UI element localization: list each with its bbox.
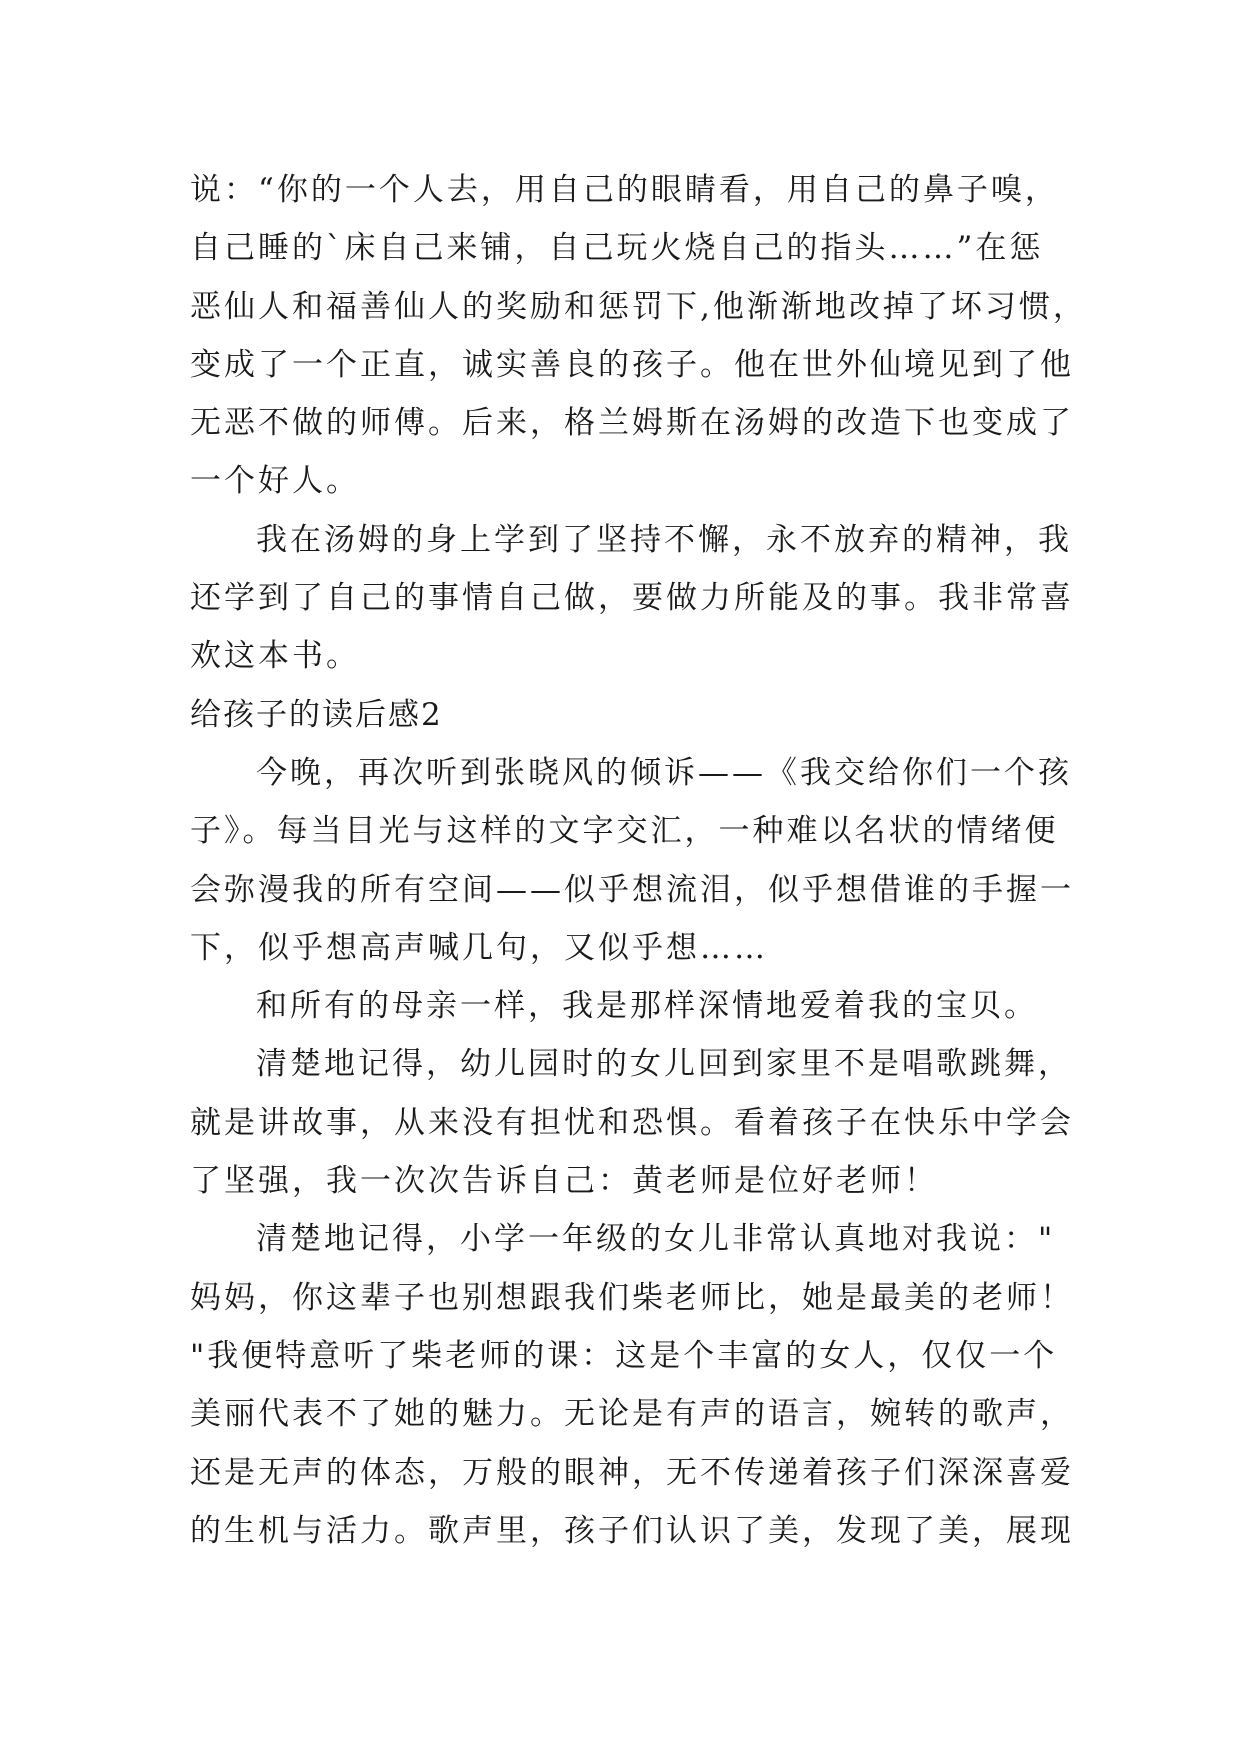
paragraph-line: 下，似乎想高声喊几句，又似乎想…… <box>190 929 768 966</box>
paragraph-line: 恶仙人和福善仙人的奖励和惩罚下,他渐渐地改掉了坏习惯， <box>190 288 1087 325</box>
paragraph-line: 变成了一个正直，诚实善良的孩子。他在世外仙境见到了他 <box>190 346 1074 383</box>
paragraph-line: 的生机与活力。歌声里，孩子们认识了美，发现了美，展现 <box>190 1512 1074 1549</box>
paragraph-line: 自己睡的`床自己来铺，自己玩火烧自己的指头……”在惩 <box>190 230 1044 267</box>
paragraph-line: 还是无声的体态，万般的眼神，无不传递着孩子们深深喜爱 <box>190 1454 1074 1491</box>
paragraph-3 <box>190 744 1090 977</box>
section-heading: 给孩子的读后感2 <box>190 696 443 733</box>
paragraph-line: 和所有的母亲一样，我是那样深情地爱着我的宝贝。 <box>256 988 1038 1025</box>
paragraph-line: 今晚，再次听到张晓风的倾诉——《我交给你们一个孩 <box>256 754 1072 791</box>
paragraph-line: 会弥漫我的所有空间——似乎想流泪，似乎想借谁的手握一 <box>190 871 1074 908</box>
paragraph-line: 说：“你的一个人去，用自己的眼睛看，用自己的鼻子嗅， <box>190 172 1059 208</box>
paragraph-4 <box>190 977 1090 1035</box>
paragraph-line: 了坚强，我一次次告诉自己：黄老师是位好老师！ <box>190 1163 938 1200</box>
paragraph-5 <box>190 1035 1090 1210</box>
paragraph-line: 我在汤姆的身上学到了坚持不懈，永不放弃的精神，我 <box>256 521 1072 558</box>
document-body <box>190 161 1090 1560</box>
paragraph-line: 清楚地记得，小学一年级的女儿非常认真地对我说：" <box>256 1221 1056 1258</box>
paragraph-1 <box>190 161 1090 511</box>
paragraph-line: "我便特意听了柴老师的课：这是个丰富的女人，仅仅一个 <box>190 1337 1058 1374</box>
paragraph-line: 就是讲故事，从来没有担忧和恐惧。看着孩子在快乐中学会 <box>190 1104 1074 1141</box>
paragraph-line: 子》。每当目光与这样的文字交汇，一种难以名状的情绪便 <box>190 813 1059 850</box>
paragraph-6 <box>190 1210 1090 1560</box>
paragraph-line: 妈妈，你这辈子也别想跟我们柴老师比，她是最美的老师！ <box>190 1279 1074 1316</box>
paragraph-line: 一个好人。 <box>190 463 360 500</box>
paragraph-2 <box>190 511 1090 686</box>
paragraph-line: 欢这本书。 <box>190 638 360 675</box>
paragraph-line: 还学到了自己的事情自己做，要做力所能及的事。我非常喜 <box>190 580 1074 617</box>
paragraph-line: 美丽代表不了她的魅力。无论是有声的语言，婉转的歌声， <box>190 1396 1074 1433</box>
paragraph-line: 清楚地记得，幼儿园时的女儿回到家里不是唱歌跳舞， <box>256 1046 1072 1083</box>
paragraph-line: 无恶不做的师傅。后来，格兰姆斯在汤姆的改造下也变成了 <box>190 405 1074 442</box>
